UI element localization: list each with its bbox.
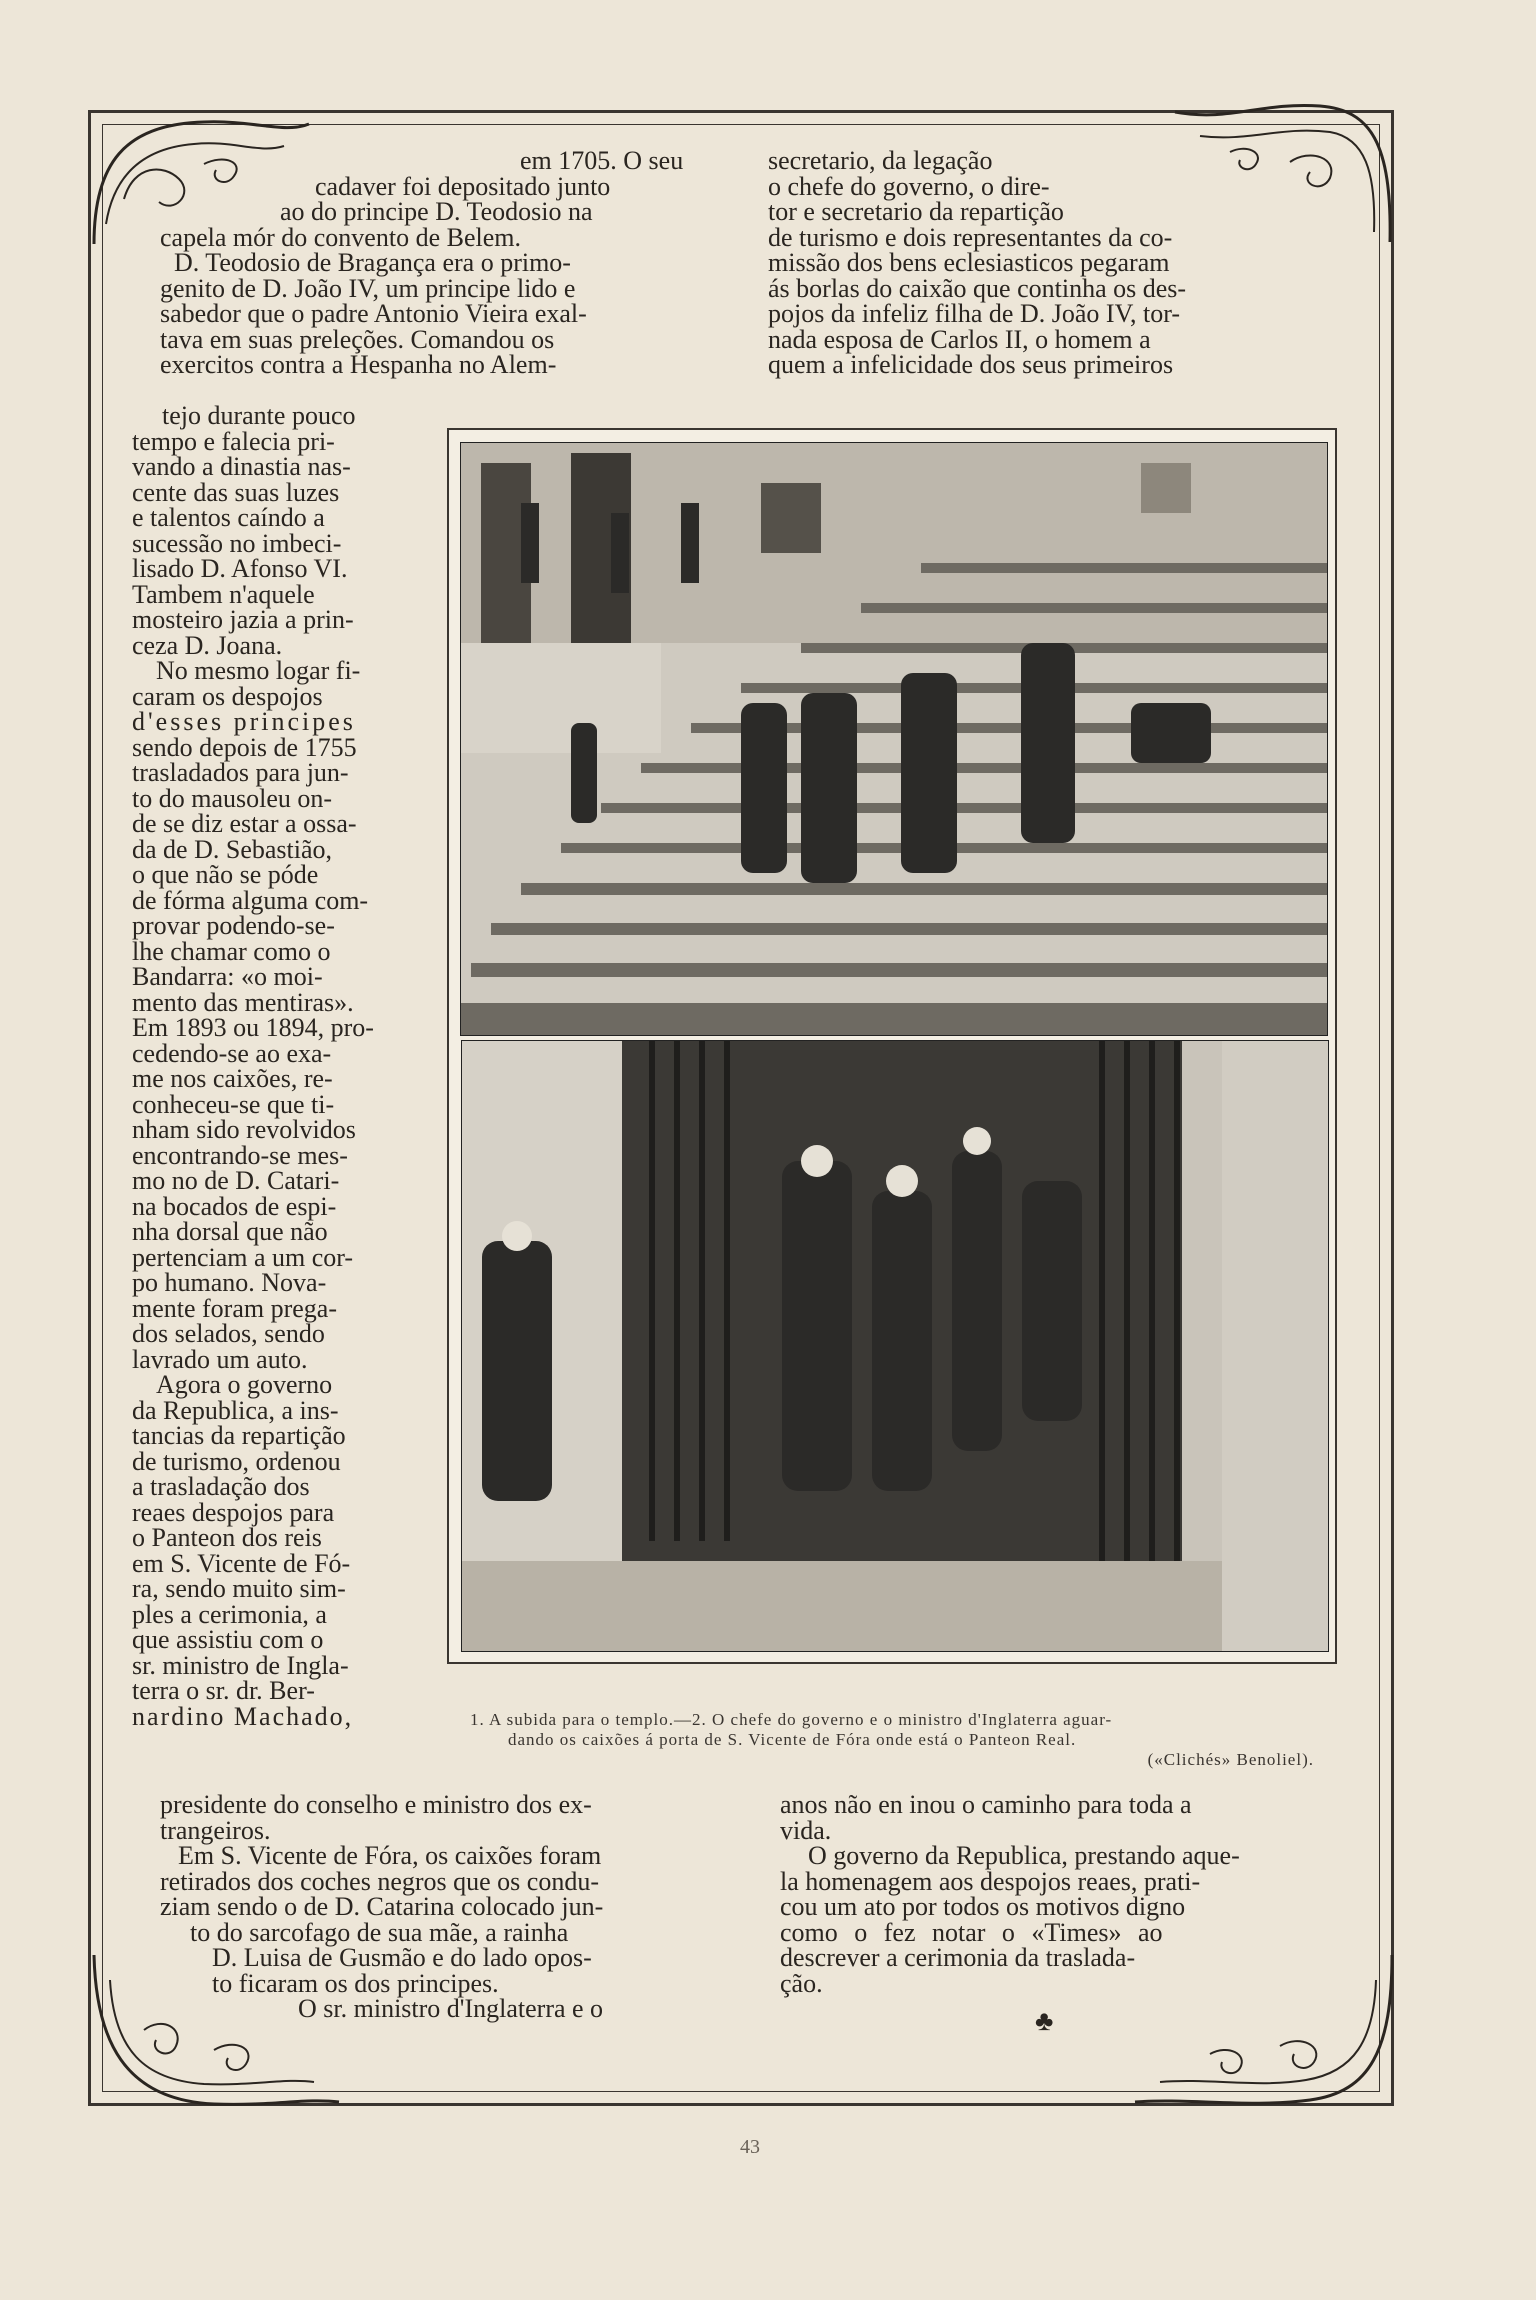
text-line: descrever a cerimonia da traslada-	[780, 1943, 1136, 1972]
text-line: em 1705. O seu	[520, 146, 684, 175]
text-line: lavrado um auto.	[132, 1344, 308, 1374]
text-line: Tambem n'aquele	[132, 579, 315, 609]
text-line: sendo depois de 1755	[132, 732, 357, 762]
text-line: trasladados para jun-	[132, 758, 349, 787]
text-line: o que não se póde	[132, 860, 319, 889]
text-line: tancias da repartição	[132, 1421, 346, 1450]
photo-panel	[447, 428, 1337, 1664]
text-line: Agora o governo	[156, 1370, 333, 1399]
text-line: encontrando-se mes-	[132, 1140, 348, 1170]
text-line: tor e secretario da repartição	[768, 197, 1064, 226]
page-number: 43	[740, 2136, 760, 2158]
text-line: D. Luisa de Gusmão e do lado opos-	[212, 1943, 592, 1972]
caption-credit: («Clichés» Benoliel).	[1147, 1750, 1314, 1769]
text-line: dos selados, sendo	[132, 1319, 325, 1348]
text-line: reaes despojos para	[132, 1497, 335, 1527]
text-line: mento das mentiras».	[132, 987, 354, 1017]
text-line: ra, sendo muito sim-	[132, 1574, 346, 1603]
text-line: da Republica, a ins-	[132, 1395, 339, 1425]
text-line: de se diz estar a ossa-	[132, 809, 357, 838]
text-line: missão dos bens eclesiasticos pegaram	[768, 248, 1170, 277]
text-line: o Panteon dos reis	[132, 1523, 322, 1552]
text-line: exercitos contra a Hespanha no Alem-	[160, 350, 557, 379]
text-line: mo no de D. Catari-	[132, 1166, 340, 1195]
text-line: capela mór do convento de Belem.	[160, 222, 521, 252]
text-line: genito de D. João IV, um principe lido e	[160, 273, 576, 303]
text-line: lisado D. Afonso VI.	[132, 554, 348, 583]
text-line: terra o sr. dr. Ber-	[132, 1676, 315, 1705]
text-line: pojos da infeliz filha de D. João IV, tor-	[768, 299, 1181, 328]
text-line: de turismo e dois representantes da co-	[768, 222, 1173, 252]
text-line: ção.	[780, 1968, 823, 1998]
text-line: cadaver foi depositado junto	[315, 171, 611, 201]
text-line: sucessão no imbeci-	[132, 528, 342, 558]
text-line: Em S. Vicente de Fóra, os caixões foram	[178, 1841, 602, 1870]
text-line: nardino Machado,	[132, 1701, 354, 1731]
text-line: D. Teodosio de Bragança era o primo-	[174, 248, 571, 277]
text-line: O governo da Republica, prestando aque-	[808, 1841, 1240, 1870]
text-line: Bandarra: «o moi-	[132, 962, 323, 991]
text-line: to ficaram os dos principes.	[212, 1968, 499, 1998]
text-line: ao do principe D. Teodosio na	[280, 197, 593, 226]
text-line: tava em suas preleções. Comandou os	[160, 324, 555, 354]
text-line: retirados dos coches negros que os condu-	[160, 1866, 599, 1896]
text-line: cente das suas luzes	[132, 477, 340, 507]
text-line: em S. Vicente de Fó-	[132, 1548, 351, 1578]
text-line: que assistiu com o	[132, 1625, 324, 1654]
text-line: sabedor que o padre Antonio Vieira exal-	[160, 299, 587, 328]
text-line: nham sido revolvidos	[132, 1115, 356, 1144]
club-ornament-icon: ♣	[1035, 2006, 1054, 2037]
text-line: trangeiros.	[160, 1815, 271, 1845]
text-line: cou um ato por todos os motivos digno	[780, 1892, 1186, 1921]
text-line: la homenagem aos despojos reaes, prati-	[780, 1866, 1201, 1896]
photo-caption	[470, 1710, 1320, 1770]
column-left-top	[150, 148, 720, 378]
text-line: vando a dinastia nas-	[132, 452, 351, 481]
text-line: ás borlas do caixão que continha os des-	[768, 273, 1187, 303]
column-narrow	[132, 403, 417, 1729]
text-line: vida.	[780, 1815, 832, 1845]
text-line: ceza D. Joana.	[132, 630, 283, 660]
caption-line-2: dando os caixões á porta de S. Vicente de Fóra onde está o Panteon Real.	[508, 1730, 1077, 1749]
text-line: de turismo, ordenou	[132, 1446, 341, 1476]
text-line: me nos caixões, re-	[132, 1064, 333, 1093]
text-line: o chefe do governo, o dire-	[768, 171, 1050, 201]
text-line: caram os despojos	[132, 681, 323, 711]
column-left-bottom	[150, 1792, 730, 2022]
photo-staircase	[460, 442, 1328, 1036]
text-line: provar podendo-se-	[132, 911, 335, 940]
text-line: Em 1893 ou 1894, pro-	[132, 1013, 374, 1042]
text-line: nha dorsal que não	[132, 1217, 328, 1246]
text-line: como o fez notar o «Times» ao	[780, 1917, 1163, 1947]
text-line: conheceu-se que ti-	[132, 1089, 335, 1119]
text-line: d'esses principes	[132, 707, 356, 736]
text-line: e talentos caíndo a	[132, 503, 325, 532]
text-line: sr. ministro de Ingla-	[132, 1650, 349, 1680]
text-line: to do mausoleu on-	[132, 783, 333, 813]
text-line: mente foram prega-	[132, 1293, 338, 1323]
column-right-bottom	[780, 1792, 1380, 1996]
text-line: tempo e falecia pri-	[132, 426, 335, 456]
text-line: ziam sendo o de D. Catarina colocado jun-	[160, 1892, 604, 1921]
text-line: tejo durante pouco	[162, 401, 356, 430]
caption-line-1: 1. A subida para o templo.—2. O chefe do governo e o ministro d'Inglaterra aguar-	[470, 1710, 1113, 1729]
text-line: secretario, da legação	[768, 146, 993, 175]
photo-church-door	[461, 1040, 1329, 1652]
text-line: mosteiro jazia a prin-	[132, 605, 354, 634]
text-line: pertenciam a um cor-	[132, 1242, 354, 1272]
text-line: No mesmo logar fi-	[156, 656, 361, 685]
text-line: presidente do conselho e ministro dos ex-	[160, 1790, 592, 1819]
text-line: anos não en inou o caminho para toda a	[780, 1790, 1192, 1819]
text-line: a trasladação dos	[132, 1472, 310, 1501]
text-line: da de D. Sebastião,	[132, 834, 333, 864]
text-line: to do sarcofago de sua mãe, a rainha	[190, 1917, 569, 1947]
column-right-top	[768, 148, 1348, 378]
text-line: ples a cerimonia, a	[132, 1599, 327, 1629]
text-line: O sr. ministro d'Inglaterra e o	[298, 1994, 604, 2023]
text-line: na bocados de espi-	[132, 1191, 337, 1221]
text-line: lhe chamar como o	[132, 936, 331, 966]
text-line: quem a infelicidade dos seus primeiros	[768, 350, 1174, 379]
text-line: nada esposa de Carlos II, o homem a	[768, 324, 1151, 354]
text-line: cedendo-se ao exa-	[132, 1038, 332, 1068]
text-line: de fórma alguma com-	[132, 885, 369, 915]
text-line: po humano. Nova-	[132, 1268, 327, 1297]
